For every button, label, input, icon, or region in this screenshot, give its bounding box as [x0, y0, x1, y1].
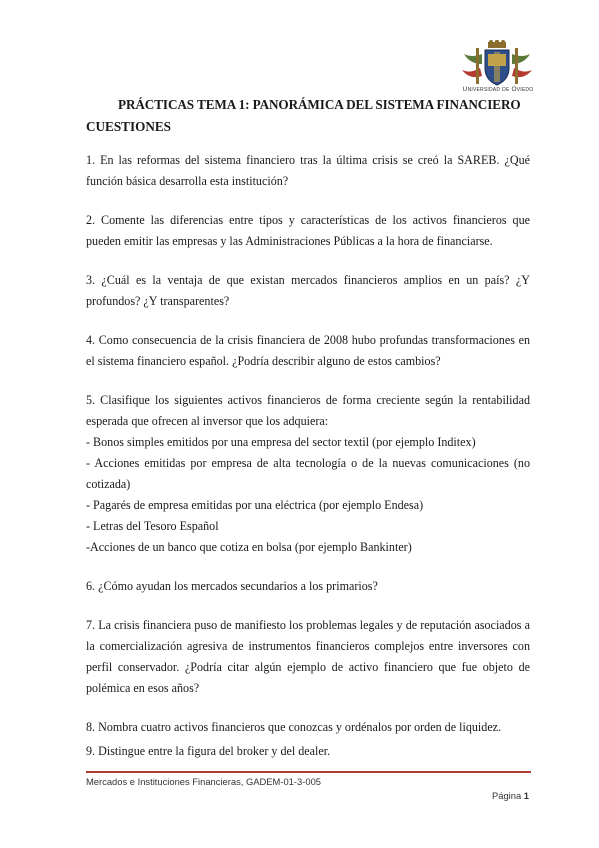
- page-number: [492, 790, 529, 801]
- question-8: 8. Nombra cuatro activos financieros que conozcas y ordénalos por orden de liquidez.: [86, 720, 502, 734]
- list-item: - Bonos simples emitidos por una empresa del sector textil (por ejemplo Inditex): [86, 435, 476, 449]
- list-item: - Acciones emitidas por empresa de alta tecnología o de la nuevas comunicaciones (no cotizada): [86, 456, 530, 491]
- question-3: 3. ¿Cuál es la ventaja de que existan mercados financieros amplios en un país? ¿Y profundos? ¿Y transparentes?: [86, 273, 530, 308]
- question-9: 9. Distingue entre la figura del broker y del dealer.: [86, 744, 331, 758]
- list-item: - Letras del Tesoro Español: [86, 519, 219, 533]
- page-title: PRÁCTICAS TEMA 1: PANORÁMICA DEL SISTEMA FINANCIERO: [118, 97, 521, 112]
- question-7: 7. La crisis financiera puso de manifiesto los problemas legales y de reputación asociados a la comercialización agresiva de instrumentos financieros complejos entre inversores con perfil conservador. ¿Podría citar algún ejemplo de activo financiero que fue objeto de polémica en esos años?: [86, 618, 530, 695]
- questions-list: [86, 150, 530, 762]
- page-number-value: 1: [523, 790, 529, 801]
- footer-divider: [86, 771, 531, 773]
- question-2: 2. Comente las diferencias entre tipos y características de los activos financieros que pueden emitir las empresas y las Administraciones Públicas a la hora de financiarse.: [86, 213, 530, 248]
- question-4: 4. Como consecuencia de la crisis financiera de 2008 hubo profundas transformaciones en el sistema financiero español. ¿Podría describir alguno de estos cambios?: [86, 333, 530, 368]
- list-item: - Pagarés de empresa emitidas por una eléctrica (por ejemplo Endesa): [86, 498, 424, 512]
- section-heading: CUESTIONES: [86, 119, 172, 134]
- question-1: 1. En las reformas del sistema financiero tras la última crisis se creó la SAREB. ¿Qué función básica desarrolla esta institución?: [86, 153, 530, 188]
- footer-course: Mercados e Instituciones Financieras, GADEM-01-3-005: [86, 776, 321, 787]
- page-label: Página: [491, 790, 524, 801]
- university-crest-icon: [458, 40, 536, 88]
- question-6: 6. ¿Cómo ayudan los mercados secundarios a los primarios?: [86, 579, 378, 593]
- question-5: 5. Clasifique los siguientes activos financieros de forma creciente según la rentabilidad esperada que ofrecen al inversor que los adquiera:: [86, 393, 530, 428]
- list-item: -Acciones de un banco que cotiza en bolsa (por ejemplo Bankinter): [86, 540, 412, 554]
- university-name: Universidad de Oviedo: [462, 86, 534, 93]
